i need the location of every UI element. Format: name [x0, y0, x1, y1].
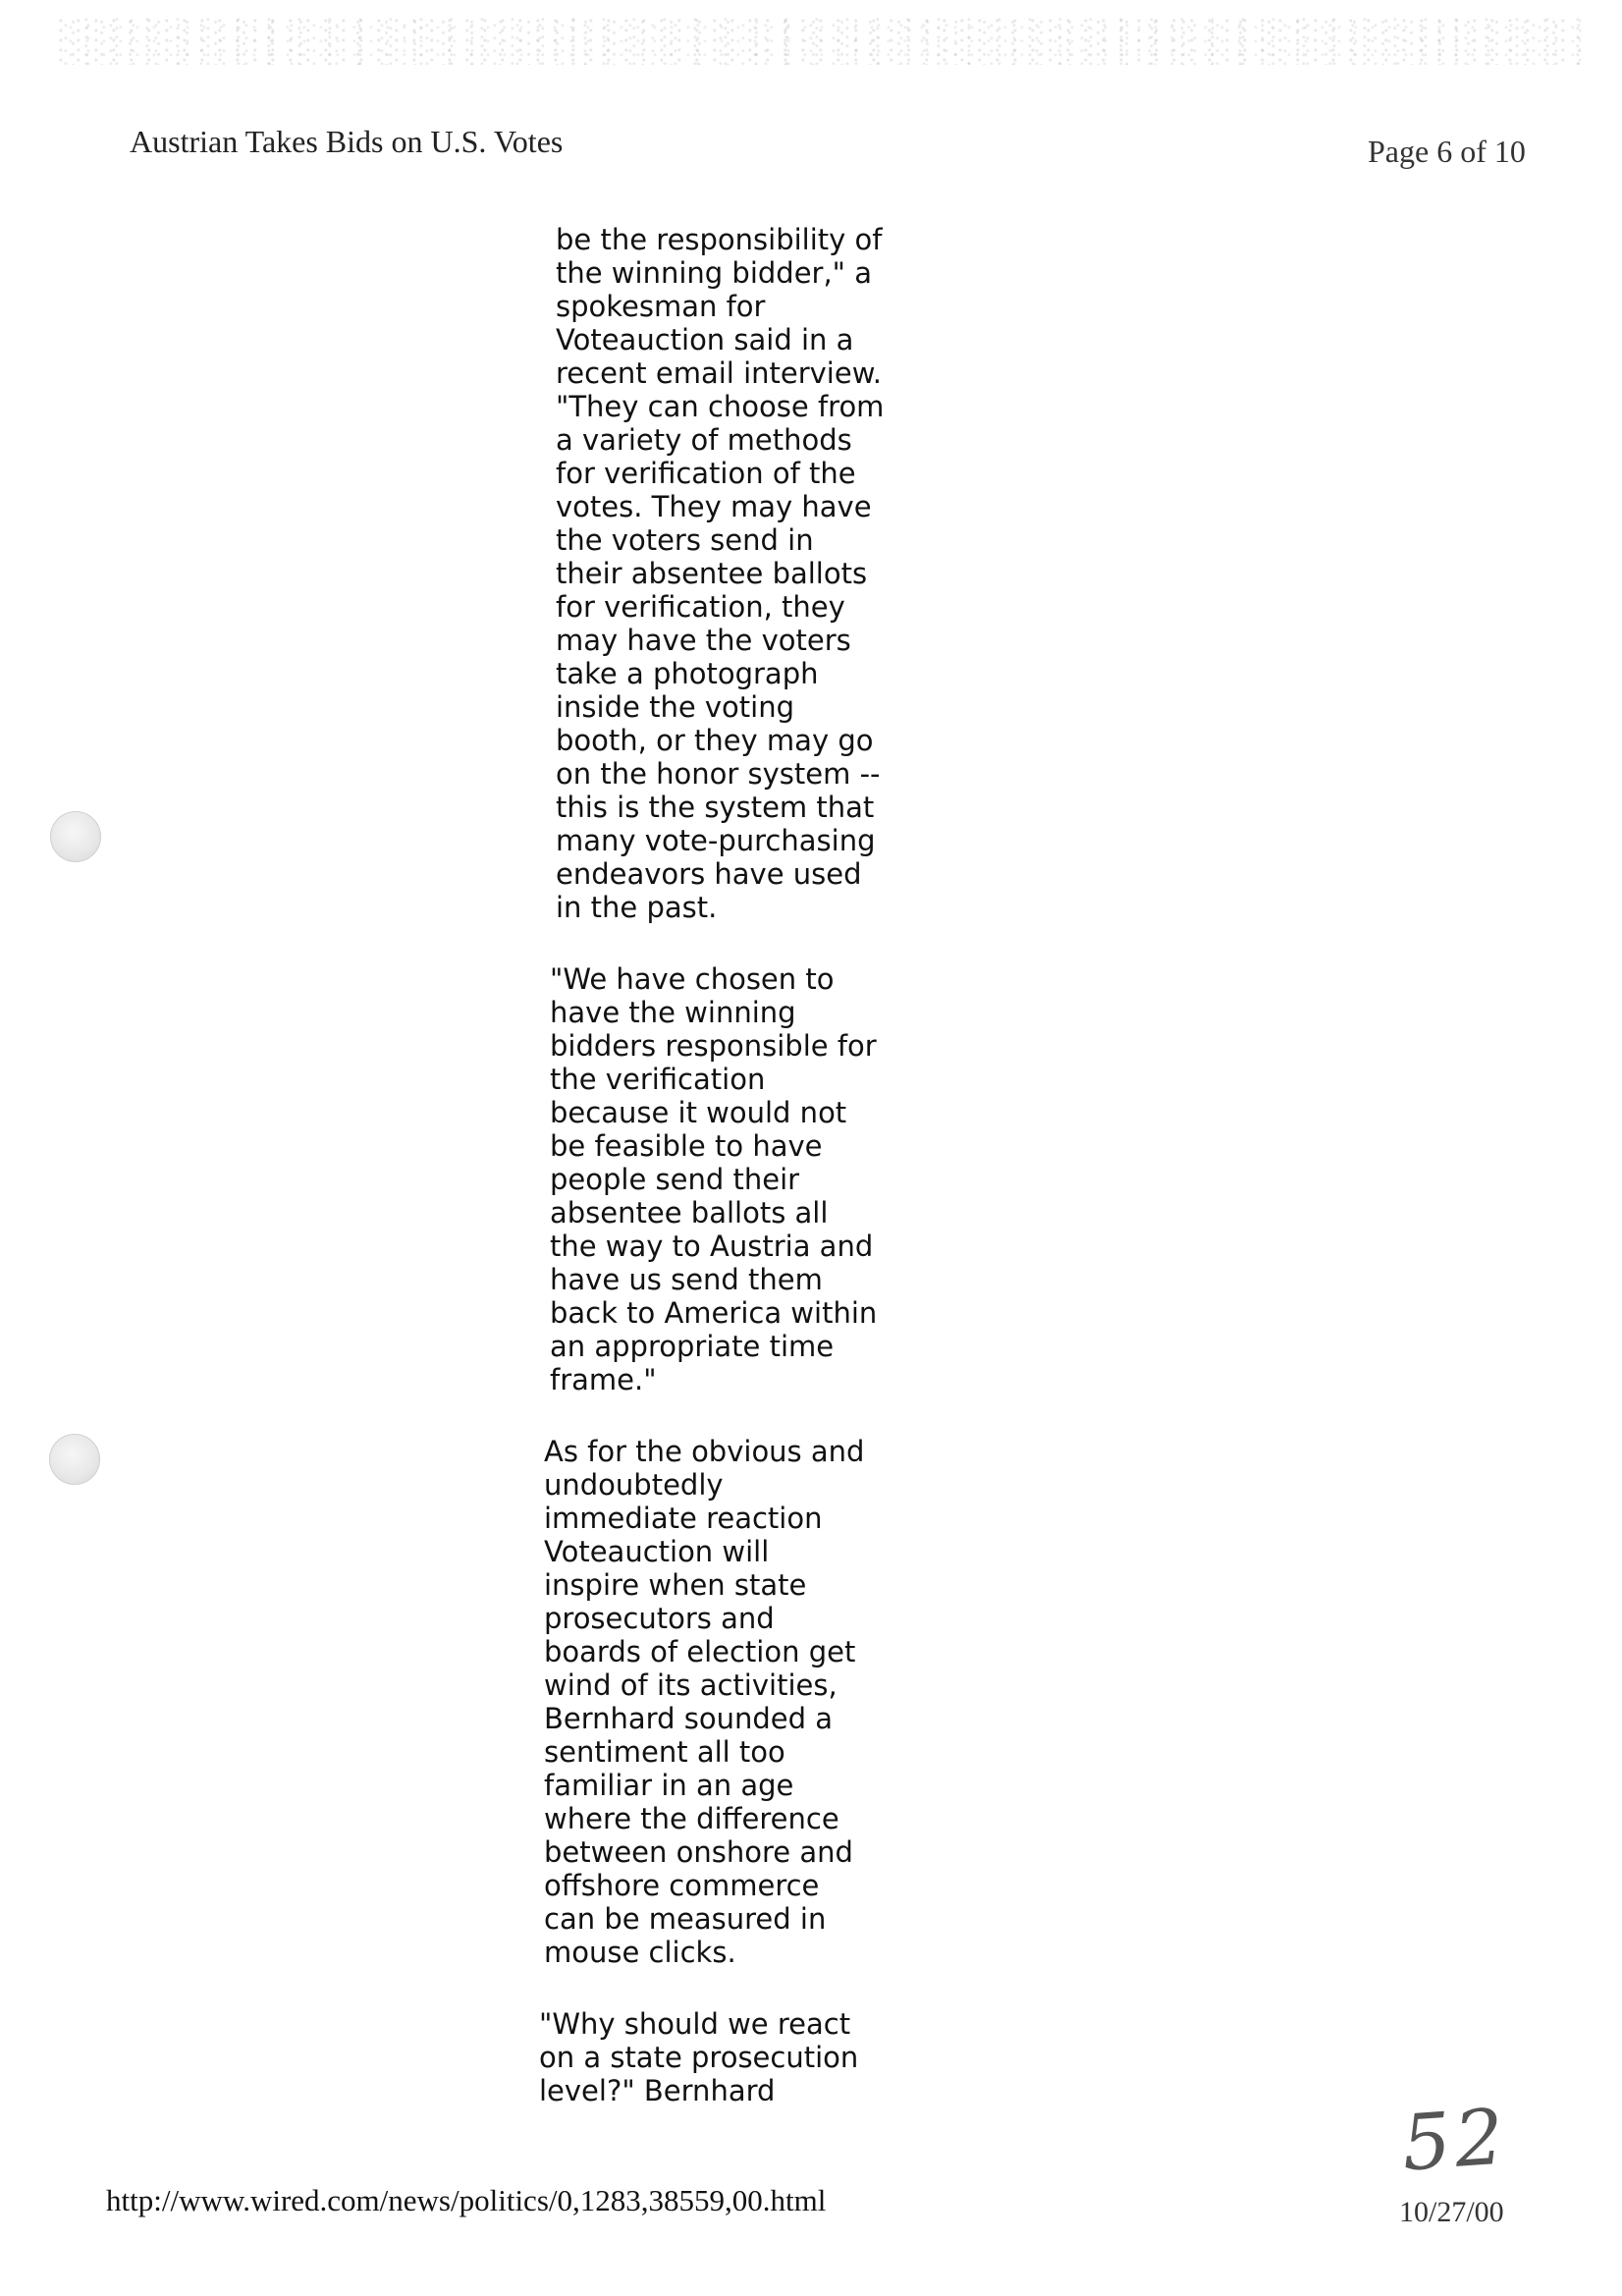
text-line: where the difference [544, 1802, 839, 1835]
text-line: inspire when state [544, 1568, 807, 1602]
text-line: people send their [550, 1163, 800, 1196]
handwritten-page-number: 52 [1398, 2093, 1511, 2189]
article-column [539, 223, 929, 2146]
text-line: offshore commerce [544, 1869, 820, 1902]
text-line: because it would not [550, 1096, 847, 1129]
text-line: Voteauction will [544, 1535, 770, 1568]
text-line: this is the system that [556, 791, 875, 824]
text-line: a variety of methods [556, 423, 852, 457]
text-line: the way to Austria and [550, 1230, 874, 1263]
text-line: the winning bidder," a [556, 256, 873, 290]
text-line: "We have chosen to [550, 962, 835, 996]
text-line: have the winning [550, 996, 796, 1029]
text-line: recent email interview. [556, 356, 882, 390]
text-line: absentee ballots all [550, 1196, 829, 1230]
text-line: sentiment all too [544, 1735, 785, 1769]
text-line: booth, or they may go [556, 724, 874, 757]
article-paragraph [544, 1435, 929, 1969]
print-date: 10/27/00 [1399, 2196, 1504, 2228]
document-header-title: Austrian Takes Bids on U.S. Votes [130, 124, 564, 159]
text-line: level?" Bernhard [539, 2074, 776, 2107]
text-line: familiar in an age [544, 1769, 794, 1802]
text-line: frame." [550, 1363, 657, 1396]
text-line: the voters send in [556, 523, 814, 557]
text-line: undoubtedly [544, 1468, 724, 1502]
article-paragraph [539, 2007, 929, 2107]
text-line: take a photograph [556, 657, 819, 690]
article-paragraph [556, 223, 929, 924]
text-line: immediate reaction [544, 1502, 823, 1535]
text-line: votes. They may have [556, 490, 872, 523]
text-line: between onshore and [544, 1835, 853, 1869]
text-line: on the honor system -- [556, 757, 881, 791]
text-line: be feasible to have [550, 1129, 823, 1163]
punch-hole-bottom [49, 1434, 100, 1485]
text-line: can be measured in [544, 1902, 827, 1936]
text-line: on a state prosecution [539, 2041, 859, 2074]
text-line: spokesman for [556, 290, 766, 323]
text-line: back to America within [550, 1296, 878, 1330]
page-indicator: Page 6 of 10 [1368, 134, 1526, 169]
text-line: As for the obvious and [544, 1435, 865, 1468]
text-line: Bernhard sounded a [544, 1702, 833, 1735]
text-line: the verification [550, 1063, 766, 1096]
text-line: in the past. [556, 891, 718, 924]
scan-noise [59, 18, 1581, 65]
text-line: bidders responsible for [550, 1029, 877, 1063]
text-line: their absentee ballots [556, 557, 868, 590]
text-line: mouse clicks. [544, 1936, 736, 1969]
text-line: boards of election get [544, 1635, 856, 1668]
text-line: wind of its activities, [544, 1668, 838, 1702]
punch-hole-top [50, 811, 101, 862]
text-line: "Why should we react [539, 2007, 851, 2041]
article-paragraph [550, 962, 929, 1396]
text-line: many vote-purchasing [556, 824, 876, 857]
text-line: Voteauction said in a [556, 323, 854, 356]
text-line: prosecutors and [544, 1602, 775, 1635]
text-line: for verification, they [556, 590, 845, 624]
source-url: http://www.wired.com/news/politics/0,1283,38559,00.html [106, 2183, 827, 2217]
text-line: for verification of the [556, 457, 856, 490]
text-line: may have the voters [556, 624, 851, 657]
text-line: an appropriate time [550, 1330, 835, 1363]
text-line: have us send them [550, 1263, 823, 1296]
text-line: be the responsibility of [556, 223, 883, 256]
text-line: endeavors have used [556, 857, 862, 891]
text-line: inside the voting [556, 690, 795, 724]
text-line: "They can choose from [556, 390, 885, 423]
